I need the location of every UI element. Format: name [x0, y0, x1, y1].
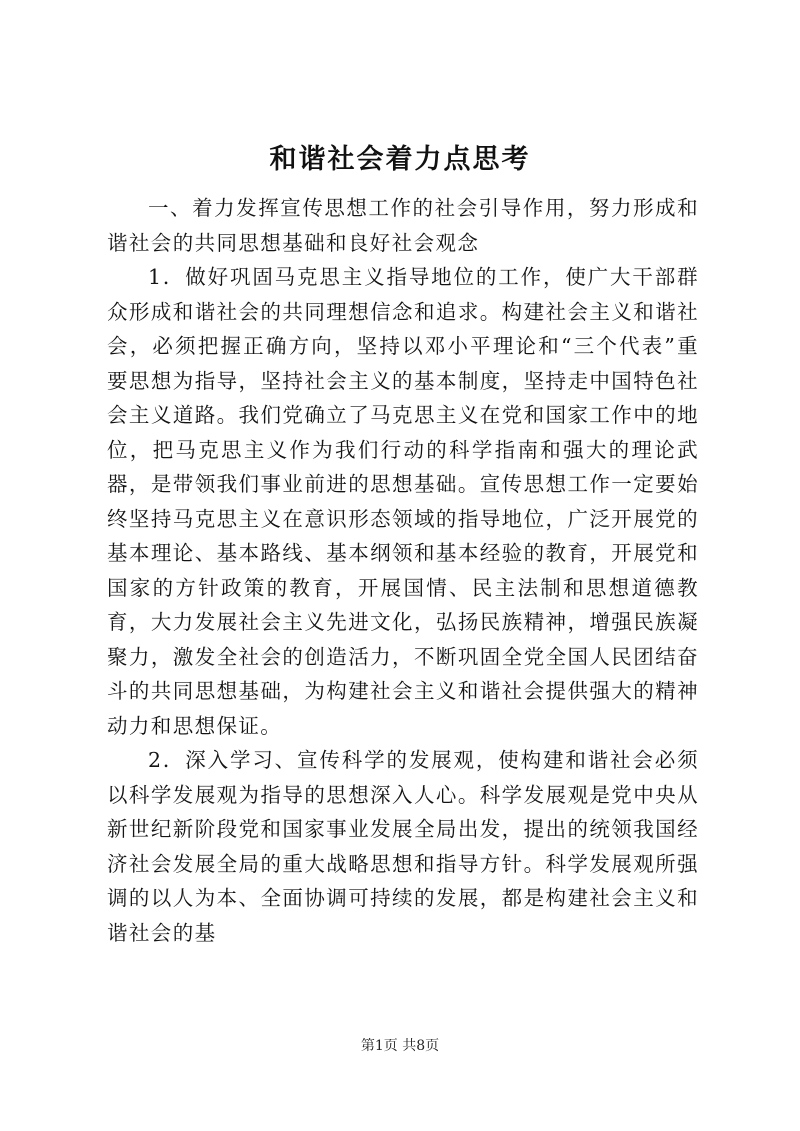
document-body — [107, 191, 699, 950]
page-number-footer: 第1页 共8页 — [360, 1038, 440, 1054]
paragraph-2: 2．深入学习、宣传科学的发展观，使构建和谐社会必须以科学发展观为指导的思想深入人心。科学发展观是党中央从新世纪新阶段党和国家事业发展全局出发，提出的统领我国经济社会发展全局的重大战略思想和指导方针。科学发展观所强调的以人为本、全面协调可持续的发展，都是构建社会主义和谐社会的基 — [107, 748, 699, 945]
paragraph-1: 1．做好巩固马克思主义指导地位的工作，使广大干部群众形成和谐社会的共同理想信念和追求。构建社会主义和谐社会，必须把握正确方向，坚持以邓小平理论和“三个代表”重要思想为指导，坚持社会主义的基本制度，坚持走中国特色社会主义道路。我们党确立了马克思主义在党和国家工作中的地位，把马克思主义作为我们行动的科学指南和强大的理论武器，是带领我们事业前进的思想基础。宣传思想工作一定要始终坚持马克思主义在意识形态领域的指导地位，广泛开展党的基本理论、基本路线、基本纲领和基本经验的教育，开展党和国家的方针政策的教育，开展国情、民主法制和思想道德教育，大力发展社会主义先进文化，弘扬民族精神，增强民族凝聚力，激发全社会的创造活力，不断巩固全党全国人民团结奋斗的共同思想基础，为构建社会主义和谐社会提供强大的精神动力和思想保证。 — [107, 265, 699, 738]
section-heading-1: 一、着力发挥宣传思想工作的社会引导作用，努力形成和谐社会的共同思想基础和良好社会观念 — [107, 196, 699, 255]
document-title: 和谐社会着力点思考 — [269, 144, 531, 175]
